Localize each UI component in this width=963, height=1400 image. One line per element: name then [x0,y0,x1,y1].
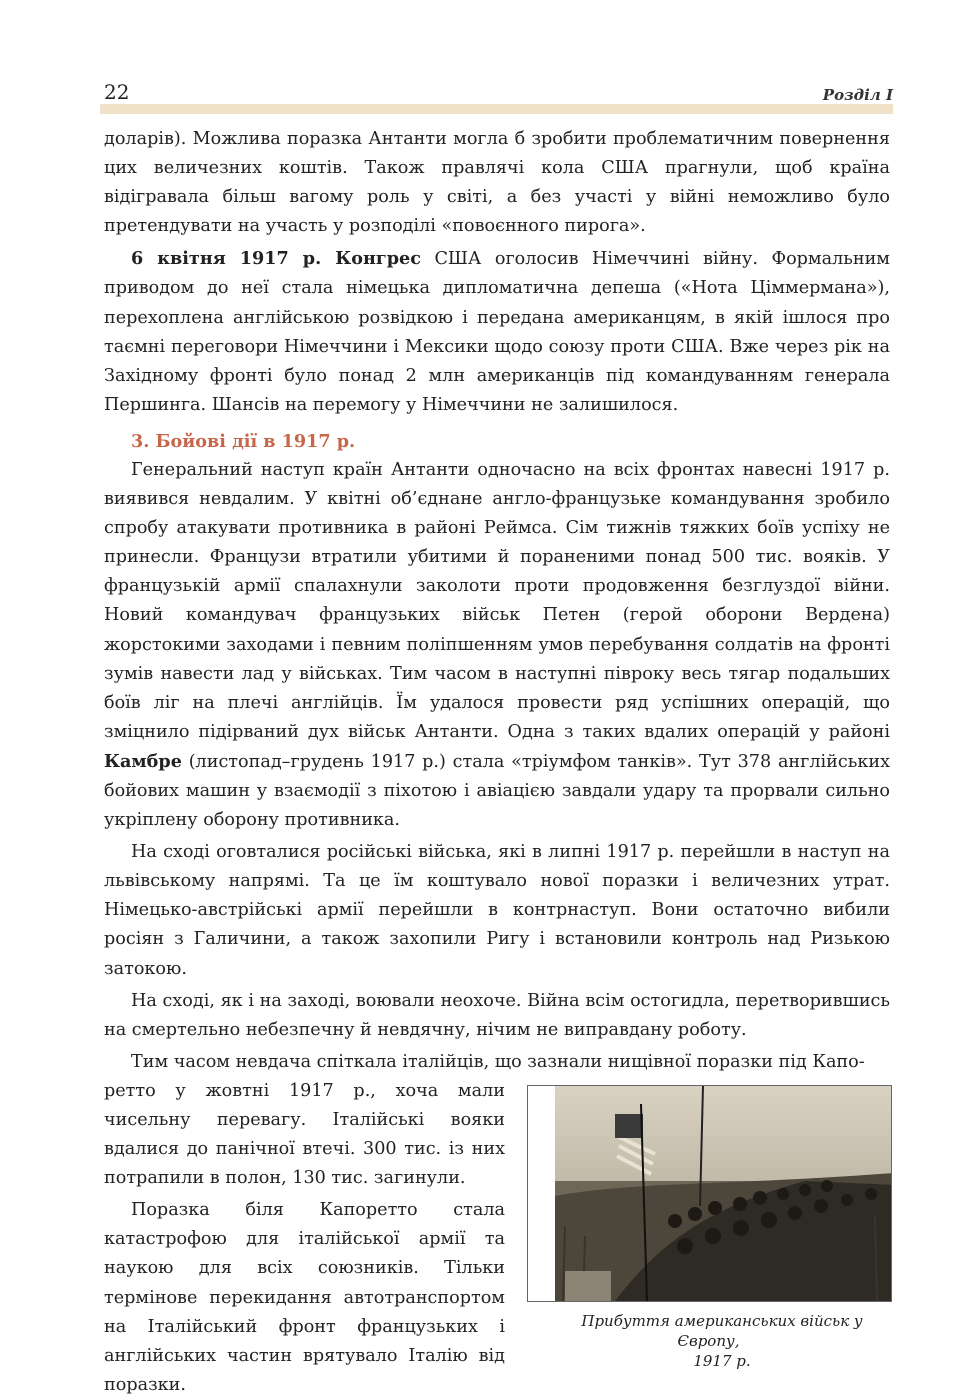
paragraph-dollars: доларів). Можлива поразка Антанти могла б зробити проблематичним повернення цих величезних коштів. Також правлячі кола США прагнули, щоб країна відігравала більш вагому роль у світі, а без участі у війні неможливо було претендувати на участь у розподілі «повоєнного пирога». [104,129,890,237]
section-heading: 3. Бойові дії в 1917 р. [131,430,356,452]
paragraph-reluctant: На сході, як і на заході, воювали неохоче. Війна всім остогидла, перетворившись на смертельно небезпечну й невдячну, нічим не виправдану роботу. [104,990,890,1040]
paragraph-caporetto: Поразка біля Капоретто стала катастрофою для італійської армії та наукою для всіх союзників. Тільки термінове перекидання автотранспортом на Італійський фронт французьких і англійських частин врятувало Італію від поразки. [104,1200,505,1395]
photo-caption-line2: 1917 р. [693,1351,751,1370]
paragraph-italians-first: Тим часом невдача спіткала італійців, що зазнали нищівної поразки під Капо- [131,1051,865,1072]
photo-caption-line1: Прибуття американських військ у Європу, [581,1311,863,1350]
troops-photo [527,1085,892,1302]
figure-block [527,1085,890,1371]
paragraph-offensive-text-a: Генеральний наступ країн Антанти одночасно на всіх фронтах навесні 1917 р. виявився невдалим. У квітні об’єднане англо-французьке командування зробило спробу атакувати противника в районі Реймса. Сім тижнів тяжких боїв успіху не принесли. Французи втратили убитими й пораненими понад 500 тис. вояків. У французькій армії спалахнули заколоти проти продовження безглуздої війни. Новий командувач французьких військ Петен (герой оборони Вердена) жорстокими заходами і певним поліпшенням умов перебування солдатів на фронті зумів навести лад у військах. Тим часом в наступні півроку весь тягар подальших боїв ліг на плечі англійців. Їм удалося провести ряд успішних операцій, що зміцнило підірваний дух військ Антанти. Одна з таких вдалих операцій у районі [104,459,890,742]
text-column [104,125,890,1400]
paragraph-east: На сході оговталися російські війська, які в липні 1917 р. перейшли в наступ на львівському напрямі. Та це їм коштувало нової поразки і величезних утрат. Німецько-австрійські армії перейшли в контрнаступ. Вони остаточно вибили росіян з Галичини, а також захопили Ригу і встановили контроль над Ризькою затокою. [104,842,890,979]
section-label: Розділ І [822,86,893,104]
paragraph-italians-rest: ретто у жовтні 1917 р., хоча мали чисельну перевагу. Італійські вояки вдалися до панічної втечі. 300 тис. із них потрапили в полон, 130 тис. загинули. [104,1080,505,1189]
paragraph-offensive-text-b: (листопад–грудень 1917 р.) стала «тріумфом танків». Тут 378 англійських бойових машин у взаємодії з піхотою і авіацією завдали удару та прорвали сильно укріплену оборону противника. [104,751,890,831]
photo-caption [527,1311,890,1371]
bold-cambrai: Камбре [104,750,182,772]
page-number: 22 [104,80,130,104]
paragraph-offensive [104,456,890,835]
troops-photo-image [555,1086,892,1301]
paragraph-congress [104,244,890,420]
bold-date-congress: 6 квітня 1917 р. Конгрес [131,248,421,270]
header-rule [100,104,893,114]
paragraph-congress-text: США оголосив Німеччині війну. Формальним приводом до неї стала німецька дипломатична депеша («Нота Ціммермана»), перехоплена англійською розвідкою і передана американцям, в якій ішлося про таємні переговори Німеччини і Мексики щодо союзу проти США. Вже через рік на Західному фронті було понад 2 млн американців під командуванням генерала Першинга. Шансів на перемогу у Німеччини не залишилося. [104,249,890,415]
